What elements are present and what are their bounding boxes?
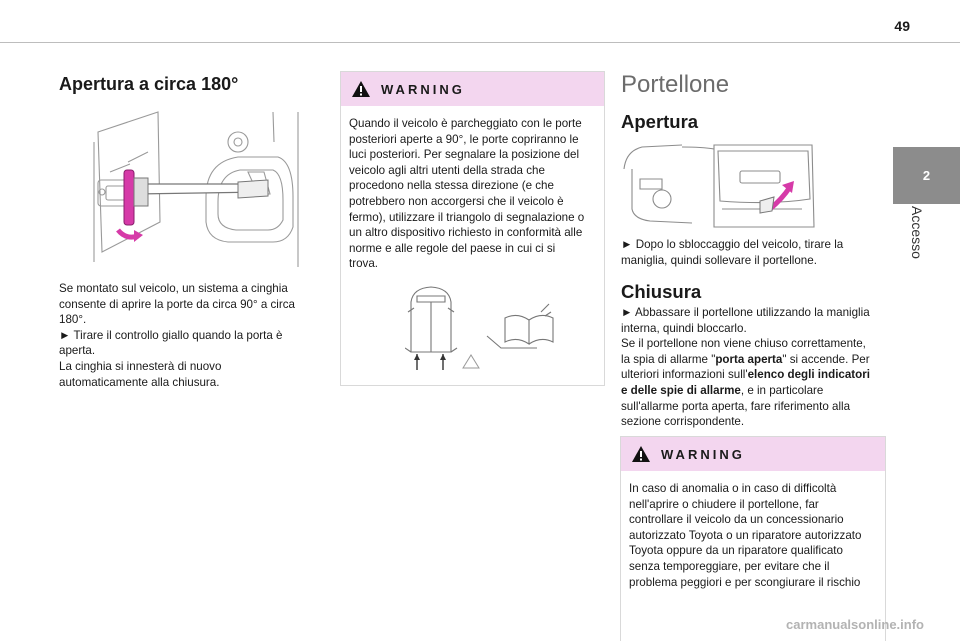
footer-watermark: carmanualsonline.info [786,617,924,632]
cross-reference-link[interactable]: e delle spie di allarme [621,383,741,397]
body-line: Se montato sul veicolo, un sistema a cinghia [59,282,288,295]
body-line: sull'allarme porta aperta, fare riferimento alla [621,399,851,413]
warning-line: veicolo agli altri utenti della strada che [349,163,545,177]
warning-line: autorizzato Toyota o un riparatore autorizzato [629,528,862,542]
warning-header [621,437,885,471]
column-3 [621,71,886,99]
header-rule [0,42,960,43]
warning-line: trova. [349,257,378,271]
body-line: La cinghia si innesterà di nuovo [59,359,222,373]
warning-box [340,71,605,386]
warning-line: procedono nella stessa direzione (e che [349,179,554,193]
warning-header [341,72,604,106]
apertura-title: Apertura [621,111,699,132]
warning-line: norme e alle regole del paese in cui ci si [349,241,556,255]
apertura-body [621,237,889,268]
apertura-section [621,111,886,133]
warning-body [341,106,604,272]
warning-line: fermo), utilizzare il triangolo di segnalazione o [349,210,585,224]
column-1-body [59,281,321,390]
body-line: aperta. [59,344,96,358]
body-line: automaticamente alla chiusura. [59,375,220,389]
warning-line: un altro dispositivo richiesto in conformità alle [349,226,583,240]
warning-line: Toyota oppure da un riparatore qualificato [629,544,843,558]
body-line: consente di aprire la porte da circa 90° a circa [59,297,295,311]
warning-line: In caso di anomalia o in caso di difficoltà [629,482,837,495]
warning-triangle-icon [631,445,651,463]
warning-line: Quando il veicolo è parcheggiato con le porte [349,117,582,130]
warning-title: WARNING [661,446,745,462]
body-line: 180°. [59,313,87,327]
warning-line: problema peggiori e per scongiurare il rischio [629,575,861,589]
body-line: Se il portellone non viene chiuso correttamente, [621,337,866,351]
warning-line: luci posteriori. Per segnalare la posizione del [349,148,580,162]
body-line: sezione corrispondente. [621,415,745,429]
warning-triangle-icon [351,80,371,98]
bold-term: porta aperta [715,352,783,366]
body-line: la spia di allarme "porta aperta" si accende. Per [621,352,870,366]
body-line: ► Abbassare il portellone utilizzando la maniglia [621,306,870,319]
chapter-tab[interactable] [893,147,960,204]
page-section-title: Portellone [621,71,730,98]
column-1 [59,74,319,95]
cross-reference-link[interactable]: elenco degli indicatori [747,368,870,382]
warning-line: controllare il veicolo da un concessionario [629,513,844,527]
door-strap-illustration [88,102,310,272]
body-line: ► Tirare il controllo giallo quando la porta è [59,328,283,342]
page-number: 49 [894,18,910,34]
body-line: ulteriori informazioni sull'elenco degli indicatori [621,368,870,382]
warning-title: WARNING [381,81,465,97]
warning-line: senza temporeggiare, per evitare che il [629,559,830,573]
chapter-number: 2 [922,168,931,183]
warning-box [620,436,886,641]
chiusura-section [621,281,889,303]
warning-body [621,471,885,590]
warning-line: posteriori aperte a 90°, le porte copriranno le [349,132,579,146]
vehicle-and-manual-illustration [405,282,555,374]
body-line: interna, quindi bloccarlo. [621,321,747,335]
tailgate-illustration [622,139,818,231]
chapter-label: Accesso [909,206,925,259]
section-title: Apertura a circa 180° [59,74,239,94]
chiusura-title: Chiusura [621,281,702,302]
body-line: maniglia, quindi sollevare il portellone. [621,253,817,267]
body-line: e delle spie di allarme, e in particolare [621,383,824,397]
body-line: ► Dopo lo sbloccaggio del veicolo, tirare la [621,238,844,251]
chiusura-body [621,305,893,430]
warning-line: potrebbero non accorgersi che il veicolo è [349,194,564,208]
warning-line: nell'aprire o chiudere il portellone, far [629,497,819,511]
